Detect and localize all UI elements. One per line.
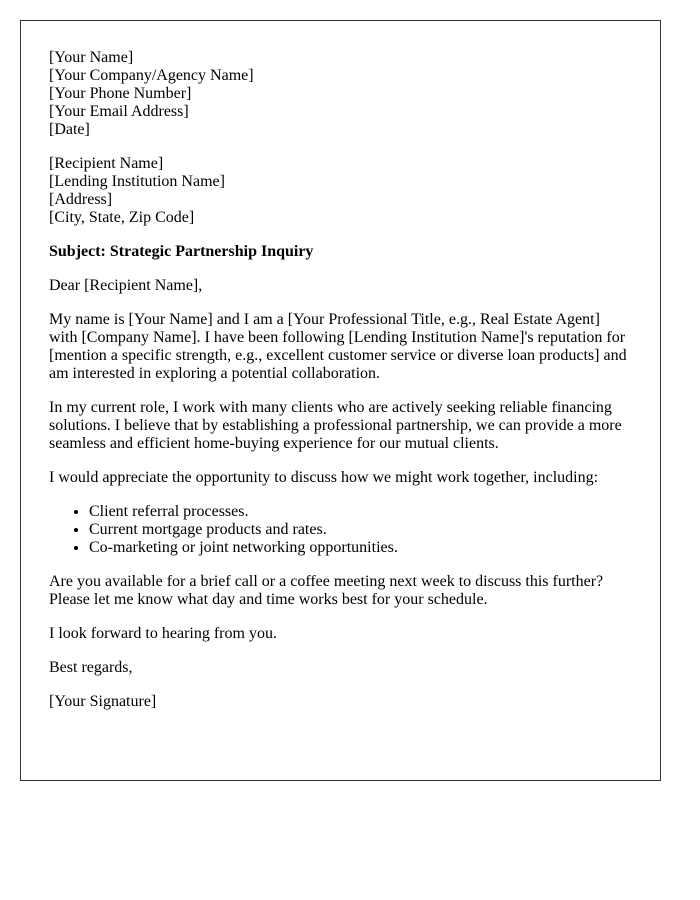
letter bbox=[20, 20, 661, 781]
recipient-block bbox=[49, 155, 632, 227]
closing-paragraph: I look forward to hearing from you. bbox=[49, 625, 277, 642]
signoff: Best regards, bbox=[49, 659, 133, 676]
sender-name: [Your Name] bbox=[49, 49, 134, 66]
closing-paragraph: Are you available for a brief call or a coffee meeting next week to discuss this further? Please let me know what day and time works best for your schedule. bbox=[49, 573, 604, 608]
list-item: • Current mortgage products and rates. bbox=[89, 521, 632, 539]
list-item: • Client referral processes. bbox=[89, 503, 632, 521]
sender-email: [Your Email Address] bbox=[49, 103, 189, 120]
sender-phone: [Your Phone Number] bbox=[49, 85, 192, 102]
subject-line: Subject: Strategic Partnership Inquiry bbox=[49, 243, 314, 260]
date: [Date] bbox=[49, 121, 90, 138]
signature: [Your Signature] bbox=[49, 693, 157, 710]
body-paragraph: In my current role, I work with many clients who are actively seeking reliable financing solutions. I believe that by establishing a professional partnership, we can provide a more seamless and efficient home-buying experience for our mutual clients. bbox=[49, 399, 622, 452]
body-paragraph: My name is [Your Name] and I am a [Your Professional Title, e.g., Real Estate Agent] with [Company Name]. I have been following [Lending Institution Name]'s reputation for [mention a specific strength, e.g., excellent customer service or diverse loan products] and am interested in exploring a potential collaboration. bbox=[49, 311, 627, 382]
sender-company: [Your Company/Agency Name] bbox=[49, 67, 254, 84]
recipient-city: [City, State, Zip Code] bbox=[49, 209, 195, 226]
discussion-list bbox=[49, 503, 632, 557]
body-paragraph: I would appreciate the opportunity to discuss how we might work together, including: bbox=[49, 469, 599, 486]
greeting: Dear [Recipient Name], bbox=[49, 277, 203, 294]
recipient-institution: [Lending Institution Name] bbox=[49, 173, 225, 190]
list-item: • Co-marketing or joint networking opportunities. bbox=[89, 539, 632, 557]
recipient-name: [Recipient Name] bbox=[49, 155, 164, 172]
recipient-address: [Address] bbox=[49, 191, 113, 208]
sender-block bbox=[49, 49, 632, 139]
